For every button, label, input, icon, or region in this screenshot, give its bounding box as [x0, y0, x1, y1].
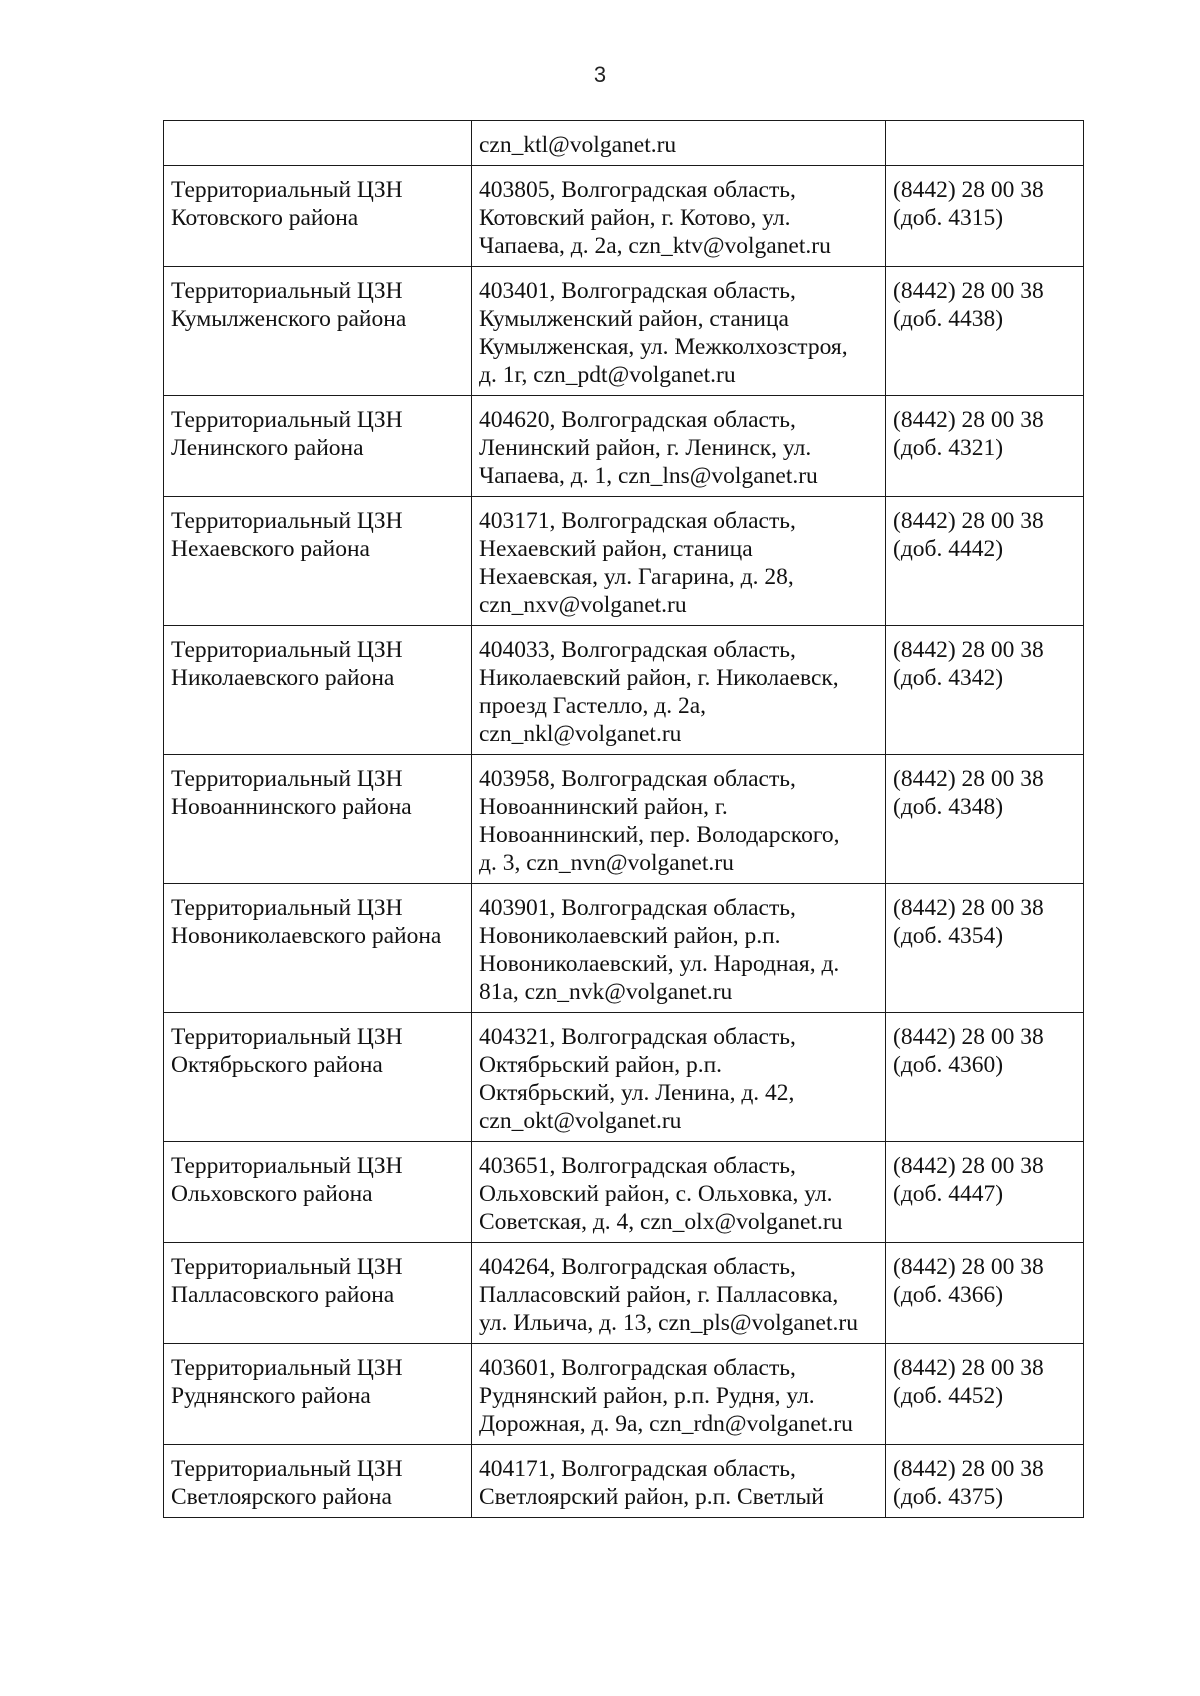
phone-cell [886, 1243, 1084, 1344]
address-line: Николаевский район, г. Николаевск, [479, 665, 839, 691]
phone-line: (доб. 4342) [893, 665, 1004, 691]
address-cell [472, 267, 886, 396]
phone-cell [886, 166, 1084, 267]
phone-cell [886, 1142, 1084, 1243]
address-cell [472, 884, 886, 1013]
address-line: czn_nkl@volganet.ru [479, 721, 682, 747]
table-row [164, 884, 1084, 1013]
center-name-cell [164, 121, 472, 166]
phone-line: (8442) 28 00 38 [893, 1456, 1044, 1482]
phone-line: (доб. 4348) [893, 794, 1004, 820]
table-row [164, 1344, 1084, 1445]
address-line: 404620, Волгоградская область, [479, 407, 796, 433]
address-cell [472, 1013, 886, 1142]
address-line: 404264, Волгоградская область, [479, 1254, 796, 1280]
address-line: Нехаевский район, станица [479, 536, 753, 562]
address-line: Новониколаевский район, р.п. [479, 923, 781, 949]
phone-line: (доб. 4438) [893, 306, 1004, 332]
address-line: Светлоярский район, р.п. Светлый [479, 1484, 824, 1510]
center-name-cell [164, 497, 472, 626]
center-name-cell [164, 1445, 472, 1518]
address-line: Котовский район, г. Котово, ул. [479, 205, 791, 231]
address-line: 81а, czn_nvk@volganet.ru [479, 979, 733, 1005]
table-row [164, 626, 1084, 755]
address-cell [472, 626, 886, 755]
phone-line: (8442) 28 00 38 [893, 407, 1044, 433]
phone-cell [886, 626, 1084, 755]
phone-cell [886, 755, 1084, 884]
address-line: Октябрьский, ул. Ленина, д. 42, [479, 1080, 795, 1106]
phone-line: (доб. 4375) [893, 1484, 1004, 1510]
phone-line: (доб. 4321) [893, 435, 1004, 461]
phone-cell [886, 1344, 1084, 1445]
name-line: Котовского района [171, 205, 359, 231]
name-line: Новониколаевского района [171, 923, 442, 949]
phone-cell [886, 884, 1084, 1013]
phone-line: (8442) 28 00 38 [893, 895, 1044, 921]
name-line: Николаевского района [171, 665, 395, 691]
address-cell [472, 1445, 886, 1518]
address-line: Новоаннинский, пер. Володарского, [479, 822, 840, 848]
table-row [164, 497, 1084, 626]
name-line: Ленинского района [171, 435, 364, 461]
name-line: Новоаннинского района [171, 794, 412, 820]
address-cell [472, 121, 886, 166]
address-line: Кумылженская, ул. Межколхозстроя, [479, 334, 848, 360]
table-row [164, 1142, 1084, 1243]
table-row [164, 267, 1084, 396]
phone-line: (8442) 28 00 38 [893, 637, 1044, 663]
address-line: Чапаева, д. 2а, czn_ktv@volganet.ru [479, 233, 831, 259]
address-line: Ленинский район, г. Ленинск, ул. [479, 435, 812, 461]
phone-line: (доб. 4354) [893, 923, 1004, 949]
phone-line: (8442) 28 00 38 [893, 1254, 1044, 1280]
phone-cell [886, 267, 1084, 396]
name-line: Октябрьского района [171, 1052, 383, 1078]
contacts-table [163, 120, 1084, 1518]
address-line: czn_nxv@volganet.ru [479, 592, 687, 618]
center-name-cell [164, 884, 472, 1013]
address-line: Дорожная, д. 9а, czn_rdn@volganet.ru [479, 1411, 853, 1437]
address-cell [472, 166, 886, 267]
name-line: Территориальный ЦЗН [171, 407, 403, 433]
address-cell [472, 396, 886, 497]
table-row [164, 1445, 1084, 1518]
address-cell [472, 497, 886, 626]
phone-line: (8442) 28 00 38 [893, 766, 1044, 792]
contacts-table-body [164, 121, 1084, 1518]
address-line: 404321, Волгоградская область, [479, 1024, 796, 1050]
phone-cell [886, 497, 1084, 626]
phone-line: (8442) 28 00 38 [893, 278, 1044, 304]
phone-line: (доб. 4360) [893, 1052, 1004, 1078]
name-line: Территориальный ЦЗН [171, 1456, 403, 1482]
name-line: Территориальный ЦЗН [171, 1254, 403, 1280]
name-line: Территориальный ЦЗН [171, 177, 403, 203]
address-line: 403601, Волгоградская область, [479, 1355, 796, 1381]
address-line: 403651, Волгоградская область, [479, 1153, 796, 1179]
name-line: Территориальный ЦЗН [171, 895, 403, 921]
phone-line: (доб. 4442) [893, 536, 1004, 562]
center-name-cell [164, 626, 472, 755]
name-line: Нехаевского района [171, 536, 370, 562]
address-line: Руднянский район, р.п. Рудня, ул. [479, 1383, 815, 1409]
name-line: Территориальный ЦЗН [171, 1024, 403, 1050]
phone-cell [886, 1013, 1084, 1142]
address-cell [472, 1142, 886, 1243]
phone-line: (доб. 4315) [893, 205, 1004, 231]
address-line: Новоаннинский район, г. [479, 794, 728, 820]
address-line: Новониколаевский, ул. Народная, д. [479, 951, 840, 977]
address-line: Советская, д. 4, czn_olx@volganet.ru [479, 1209, 843, 1235]
phone-cell [886, 396, 1084, 497]
table-row [164, 121, 1084, 166]
page-number: 3 [593, 62, 607, 87]
address-cell [472, 755, 886, 884]
phone-line: (доб. 4447) [893, 1181, 1004, 1207]
address-line: 404033, Волгоградская область, [479, 637, 796, 663]
name-line: Территориальный ЦЗН [171, 1355, 403, 1381]
phone-line: (8442) 28 00 38 [893, 1355, 1044, 1381]
table-row [164, 166, 1084, 267]
phone-cell [886, 121, 1084, 166]
address-line: Палласовский район, г. Палласовка, [479, 1282, 839, 1308]
phone-line: (доб. 4366) [893, 1282, 1004, 1308]
address-line: 403171, Волгоградская область, [479, 508, 796, 534]
address-line: Октябрьский район, р.п. [479, 1052, 723, 1078]
name-line: Руднянского района [171, 1383, 371, 1409]
phone-line: (8442) 28 00 38 [893, 1024, 1044, 1050]
phone-cell [886, 1445, 1084, 1518]
name-line: Территориальный ЦЗН [171, 278, 403, 304]
address-line: Ольховский район, с. Ольховка, ул. [479, 1181, 833, 1207]
name-line: Территориальный ЦЗН [171, 508, 403, 534]
address-line: 404171, Волгоградская область, [479, 1456, 796, 1482]
address-line: czn_ktl@volganet.ru [479, 132, 677, 158]
address-line: Кумылженский район, станица [479, 306, 789, 332]
address-line: Нехаевская, ул. Гагарина, д. 28, [479, 564, 794, 590]
address-line: д. 1г, czn_pdt@volganet.ru [479, 362, 736, 388]
address-line: Чапаева, д. 1, czn_lns@volganet.ru [479, 463, 818, 489]
table-row [164, 1243, 1084, 1344]
address-cell [472, 1344, 886, 1445]
address-line: 403901, Волгоградская область, [479, 895, 796, 921]
address-line: д. 3, czn_nvn@volganet.ru [479, 850, 734, 876]
table-row [164, 396, 1084, 497]
phone-line: (доб. 4452) [893, 1383, 1004, 1409]
center-name-cell [164, 396, 472, 497]
center-name-cell [164, 267, 472, 396]
center-name-cell [164, 1344, 472, 1445]
address-line: 403805, Волгоградская область, [479, 177, 796, 203]
name-line: Палласовского района [171, 1282, 395, 1308]
name-line: Ольховского района [171, 1181, 373, 1207]
phone-line: (8442) 28 00 38 [893, 177, 1044, 203]
center-name-cell [164, 755, 472, 884]
address-line: czn_okt@volganet.ru [479, 1108, 682, 1134]
name-line: Светлоярского района [171, 1484, 392, 1510]
table-row [164, 755, 1084, 884]
center-name-cell [164, 166, 472, 267]
name-line: Территориальный ЦЗН [171, 1153, 403, 1179]
name-line: Территориальный ЦЗН [171, 637, 403, 663]
center-name-cell [164, 1013, 472, 1142]
name-line: Кумылженского района [171, 306, 407, 332]
center-name-cell [164, 1142, 472, 1243]
phone-line: (8442) 28 00 38 [893, 1153, 1044, 1179]
table-row [164, 1013, 1084, 1142]
name-line: Территориальный ЦЗН [171, 766, 403, 792]
phone-line: (8442) 28 00 38 [893, 508, 1044, 534]
address-line: 403401, Волгоградская область, [479, 278, 796, 304]
address-line: проезд Гастелло, д. 2а, [479, 693, 707, 719]
address-line: 403958, Волгоградская область, [479, 766, 796, 792]
address-line: ул. Ильича, д. 13, czn_pls@volganet.ru [479, 1310, 858, 1336]
address-cell [472, 1243, 886, 1344]
center-name-cell [164, 1243, 472, 1344]
